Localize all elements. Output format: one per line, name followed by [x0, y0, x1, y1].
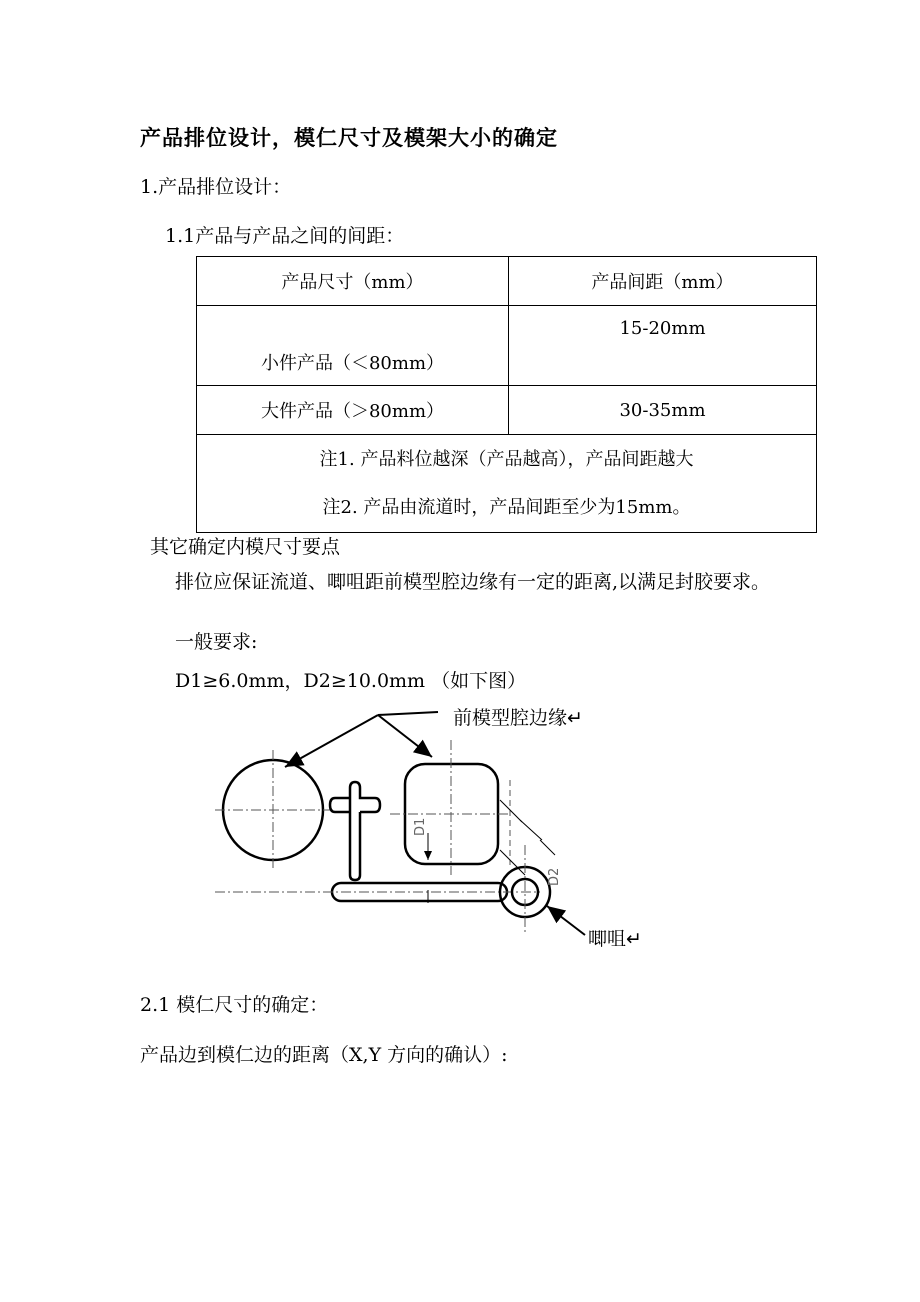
section-heading-1: 1.产品排位设计： — [140, 176, 292, 198]
dimension-requirement: D1≥6.0mm，D2≥10.0mm （如下图） — [175, 670, 527, 692]
table-note-2: 注2. 产品由流道时，产品间距至少为15mm。 — [322, 496, 691, 518]
distance-paragraph: 产品边到模仁边的距离（X,Y 方向的确认）: — [140, 1044, 508, 1066]
table-cell: 小件产品（＜80mm） — [197, 306, 509, 386]
d2-label: D2 — [547, 867, 562, 886]
table-cell: 大件产品（＞80mm） — [197, 386, 509, 435]
section-heading-1-1: 1.1产品与产品之间的间距： — [165, 225, 405, 247]
d1-label: D1 — [413, 817, 428, 836]
page-title: 产品排位设计，模仁尺寸及模架大小的确定 — [140, 126, 558, 150]
layout-paragraph: 排位应保证流道、唧咀距前模型腔边缘有一定的距离,以满足封胶要求。 — [175, 571, 771, 593]
table-cell: 30-35mm — [509, 386, 817, 435]
general-requirement-label: 一般要求: — [175, 631, 258, 653]
table-row — [197, 386, 817, 435]
mold-layout-figure — [210, 700, 660, 970]
table-notes-row — [197, 435, 817, 533]
table-cell: 15-20mm — [509, 306, 817, 386]
sprue-label: 唧咀↵ — [588, 928, 642, 950]
cavity-edge-label: 前模型腔边缘↵ — [453, 707, 583, 729]
section-heading-2-1: 2.1 模仁尺寸的确定： — [140, 994, 329, 1016]
table-notes-cell — [197, 435, 817, 533]
table-header-spacing: 产品间距（mm） — [509, 257, 817, 306]
table-note-1: 注1. 产品料位越深（产品越高），产品间距越大 — [319, 448, 694, 470]
table-header-row — [197, 257, 817, 306]
spacing-table — [196, 256, 817, 533]
table-row — [197, 306, 817, 386]
other-points-heading: 其它确定内模尺寸要点 — [150, 536, 341, 558]
table-header-size: 产品尺寸（mm） — [197, 257, 509, 306]
cross-runner-shape — [330, 782, 380, 880]
